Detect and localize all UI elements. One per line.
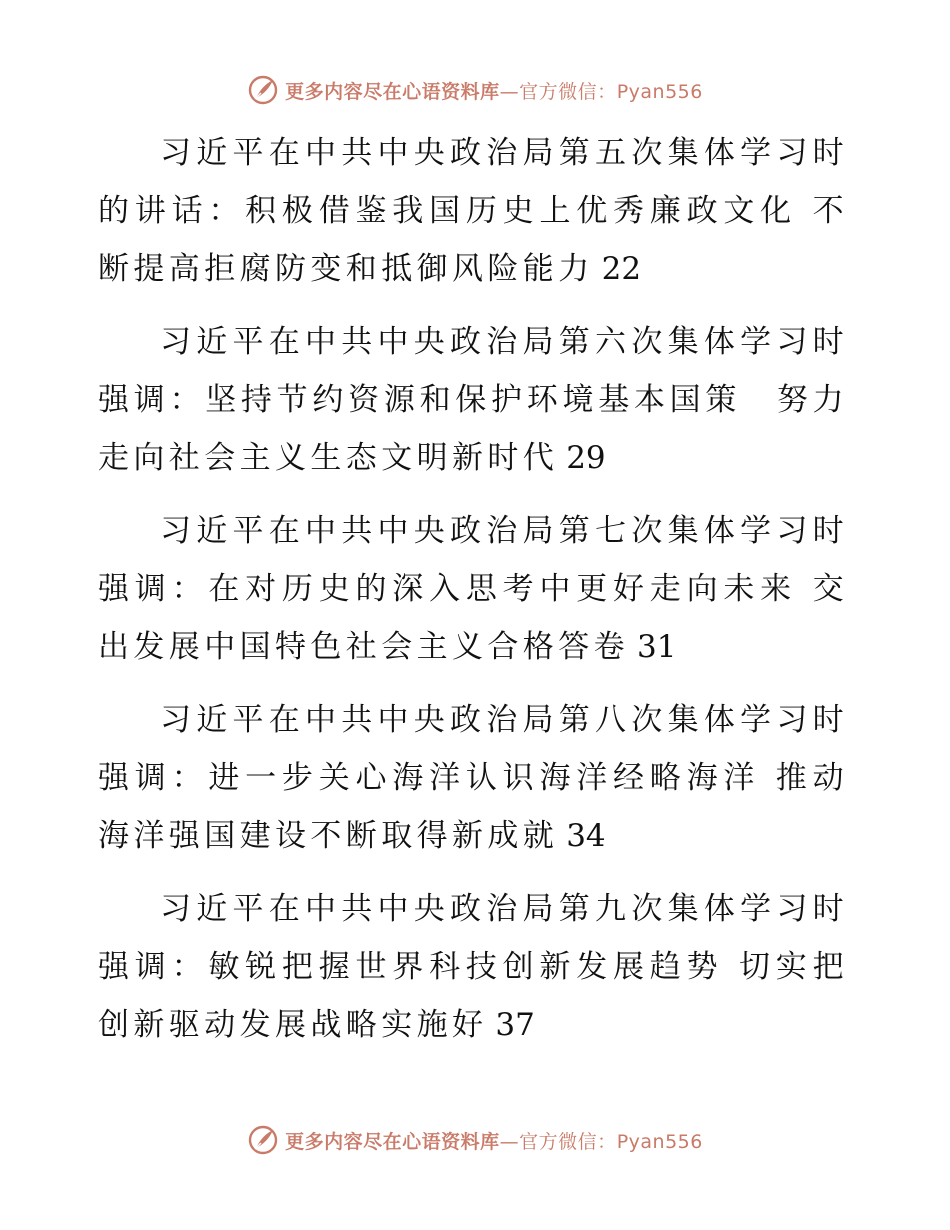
banner-slogan: 更多内容尽在心语资料库 xyxy=(285,80,500,103)
toc-entry-title: 习近平在中共中央政治局第五次集体学习时的讲话：积极借鉴我国历史上优秀廉政文化 不断提高拒腐防变和抵御风险能力 xyxy=(98,135,848,287)
toc-entry-page: 29 xyxy=(566,440,606,476)
toc-entry xyxy=(98,502,848,676)
banner-text xyxy=(285,1127,703,1154)
toc-entry-title: 习近平在中共中央政治局第八次集体学习时强调：进一步关心海洋认识海洋经略海洋 推动海洋强国建设不断取得新成就 xyxy=(98,702,848,854)
toc-entry xyxy=(98,691,848,865)
feather-pen-logo-icon xyxy=(247,74,279,106)
banner-slogan: 更多内容尽在心语资料库 xyxy=(285,1130,500,1153)
toc-entry xyxy=(98,880,848,1054)
toc-entry xyxy=(98,124,848,298)
banner-wechat-label: 官方微信： xyxy=(519,80,617,103)
banner-wechat-label: 官方微信： xyxy=(519,1130,617,1153)
banner-wechat-account: Pyan556 xyxy=(616,1130,703,1153)
footer-watermark-banner xyxy=(0,1122,950,1158)
toc-entry-page: 34 xyxy=(566,818,606,854)
toc-entry-page: 22 xyxy=(601,251,642,287)
toc-entry xyxy=(98,313,848,487)
toc-entry-page: 31 xyxy=(637,629,677,665)
banner-dash: — xyxy=(499,1130,520,1153)
toc-entry-page: 37 xyxy=(495,1007,535,1043)
toc-entry-title: 习近平在中共中央政治局第七次集体学习时强调：在对历史的深入思考中更好走向未来 交出发展中国特色社会主义合格答卷 xyxy=(98,513,848,665)
table-of-contents xyxy=(98,124,848,1069)
feather-pen-logo-icon xyxy=(247,1124,279,1156)
banner-text xyxy=(285,77,703,104)
toc-entry-title: 习近平在中共中央政治局第六次集体学习时强调：坚持节约资源和保护环境基本国策 努力走向社会主义生态文明新时代 xyxy=(98,324,848,476)
toc-entry-title: 习近平在中共中央政治局第九次集体学习时强调：敏锐把握世界科技创新发展趋势 切实把创新驱动发展战略实施好 xyxy=(98,891,848,1043)
header-watermark-banner xyxy=(0,72,950,108)
banner-wechat-account: Pyan556 xyxy=(616,80,703,103)
banner-dash: — xyxy=(499,80,520,103)
